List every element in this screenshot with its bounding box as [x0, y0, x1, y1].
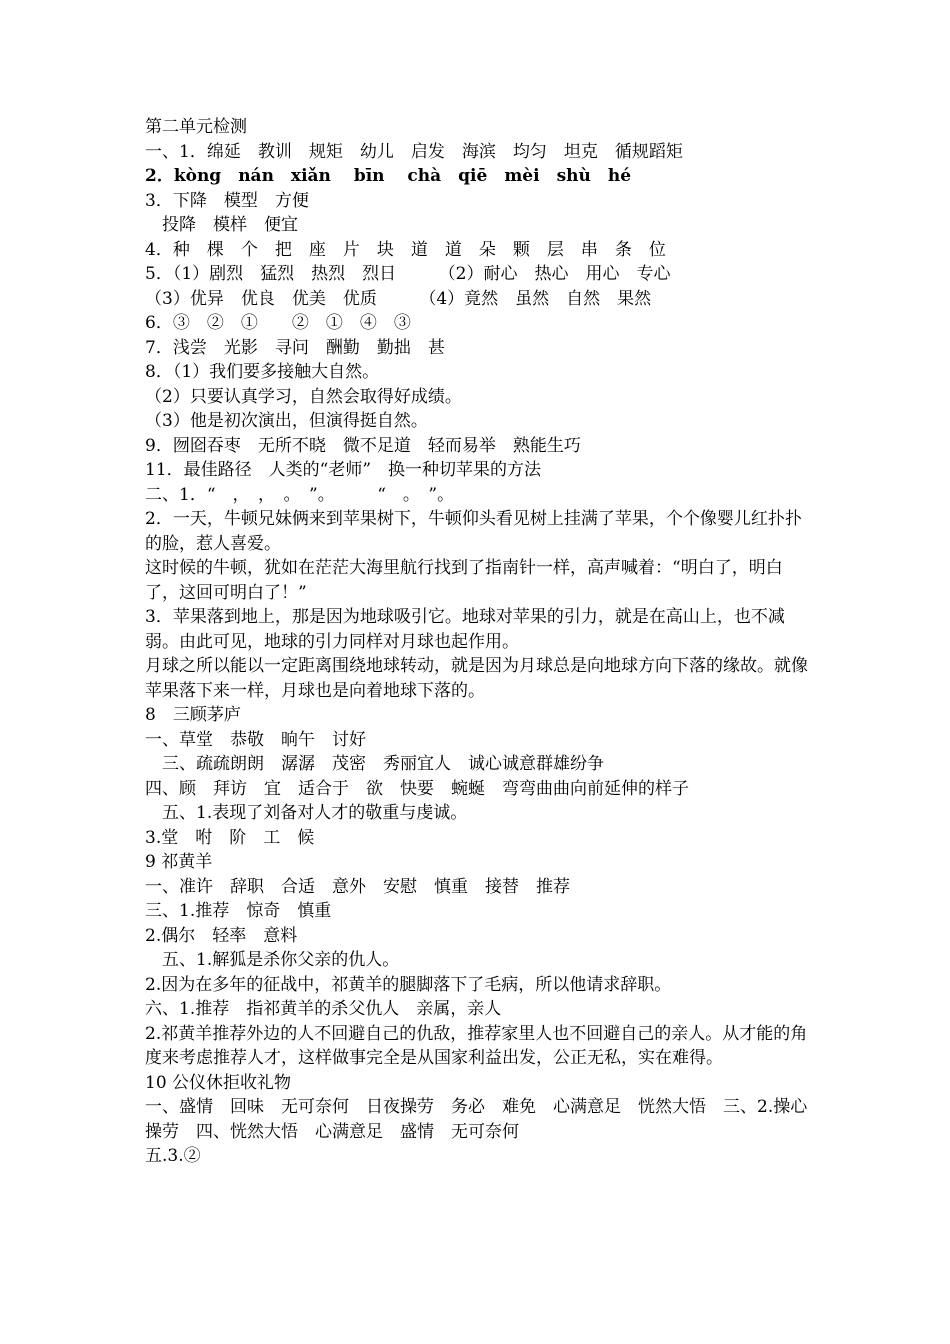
lesson-heading: 9 祁黄羊 — [145, 852, 213, 872]
answer-line-pinyin: 2．kòng nán xiǎn bīn chà qiē mèi shù hé — [145, 166, 632, 186]
answer-paragraph: 一、盛情 回味 无可奈何 日夜操劳 务必 难免 心满意足 恍然大悟 三、2.操心 操劳 四、恍然大悟 心满意足 盛情 无可奈何 — [145, 1097, 825, 1142]
answer-line: 四、顾 拜访 宜 适合于 欲 快要 蜿蜒 弯弯曲曲向前延伸的样子 — [145, 778, 689, 799]
answer-line: 5．（1）剧烈 猛烈 热烈 烈日 （2）耐心 热心 用心 专心 — [145, 264, 671, 284]
answer-line: 7．浅尝 光影 寻问 酬勤 勤拙 甚 — [145, 337, 445, 358]
answer-paragraph: 3．苹果落到地上，那是因为地球吸引它。地球对苹果的引力，就是在高山上，也不减弱。由此可见，地球的引力同样对月球也起作用。 — [145, 607, 785, 652]
answer-line: 8．（1）我们要多接触大自然。 — [145, 362, 380, 382]
answer-line: 一、草堂 恭敬 晌午 讨好 — [145, 729, 366, 750]
answer-line: 3．下降 模型 方便 — [145, 190, 309, 211]
lesson-heading: 8 三顾茅庐 — [145, 705, 241, 725]
answer-key-content — [145, 115, 825, 1169]
answer-line: 五.3.② — [145, 1146, 201, 1166]
answer-line: 9．囫囵吞枣 无所不晓 微不足道 轻而易举 熟能生巧 — [145, 435, 581, 456]
answer-line: 三、1.推荐 惊奇 慎重 — [145, 901, 332, 921]
answer-paragraph: 2.因为在多年的征战中，祁黄羊的腿脚落下了毛病，所以他请求辞职。 — [145, 974, 672, 995]
answer-line: 6．③ ② ① ② ① ④ ③ — [145, 313, 411, 333]
answer-line: 五、1.表现了刘备对人才的敬重与虔诚。 — [145, 803, 468, 823]
answer-line: （2）只要认真学习，自然会取得好成绩。 — [145, 386, 462, 407]
answer-line: 二、1．“ ， ， 。 ”。 “ 。 ”。 — [145, 484, 455, 505]
answer-paragraph: 2.祁黄羊推荐外边的人不回避自己的仇敌，推荐家里人也不回避自己的亲人。从才能的角度来考虑推荐人才，这样做事完全是从国家利益出发，公正无私，实在难得。 — [145, 1023, 808, 1068]
answer-line: 六、1.推荐 指祁黄羊的杀父仇人 亲属，亲人 — [145, 999, 502, 1019]
answer-line: 一、1．绵延 教训 规矩 幼儿 启发 海滨 均匀 坦克 循规蹈矩 — [145, 141, 683, 162]
answer-line: 3.堂 咐 阶 工 候 — [145, 827, 315, 848]
answer-line: 五、1.解狐是杀你父亲的仇人。 — [145, 950, 400, 970]
answer-line: （3）他是初次演出，但演得挺自然。 — [145, 411, 428, 431]
unit-test-title: 第二单元检测 — [145, 117, 247, 137]
answer-line: 4．种 棵 个 把 座 片 块 道 道 朵 颗 层 串 条 位 — [145, 239, 666, 260]
answer-paragraph: 2．一天，牛顿兄妹俩来到苹果树下，牛顿仰头看见树上挂满了苹果，个个像婴儿红扑扑的脸，惹人喜爱。 — [145, 509, 802, 554]
answer-paragraph: 这时候的牛顿，犹如在茫茫大海里航行找到了指南针一样，高声喊着：“明白了，明白了，这回可明白了！” — [145, 558, 783, 603]
answer-line: 投降 模样 便宜 — [145, 215, 298, 235]
answer-line: 三、疏疏朗朗 潺潺 茂密 秀丽宜人 诚心诚意群雄纷争 — [145, 754, 604, 774]
lesson-heading: 10 公仪休拒收礼物 — [145, 1072, 292, 1093]
answer-line: 一、准许 辞职 合适 意外 安慰 慎重 接替 推荐 — [145, 876, 570, 897]
answer-line: （3）优异 优良 优美 优质 （4）竟然 虽然 自然 果然 — [145, 288, 652, 309]
answer-line: 2.偶尔 轻率 意料 — [145, 925, 298, 946]
answer-paragraph: 月球之所以能以一定距离围绕地球转动，就是因为月球总是向地球方向下落的缘故。就像苹果落下来一样，月球也是向着地球下落的。 — [145, 656, 808, 701]
answer-line: 11．最佳路径 人类的“老师” 换一种切苹果的方法 — [145, 460, 542, 480]
